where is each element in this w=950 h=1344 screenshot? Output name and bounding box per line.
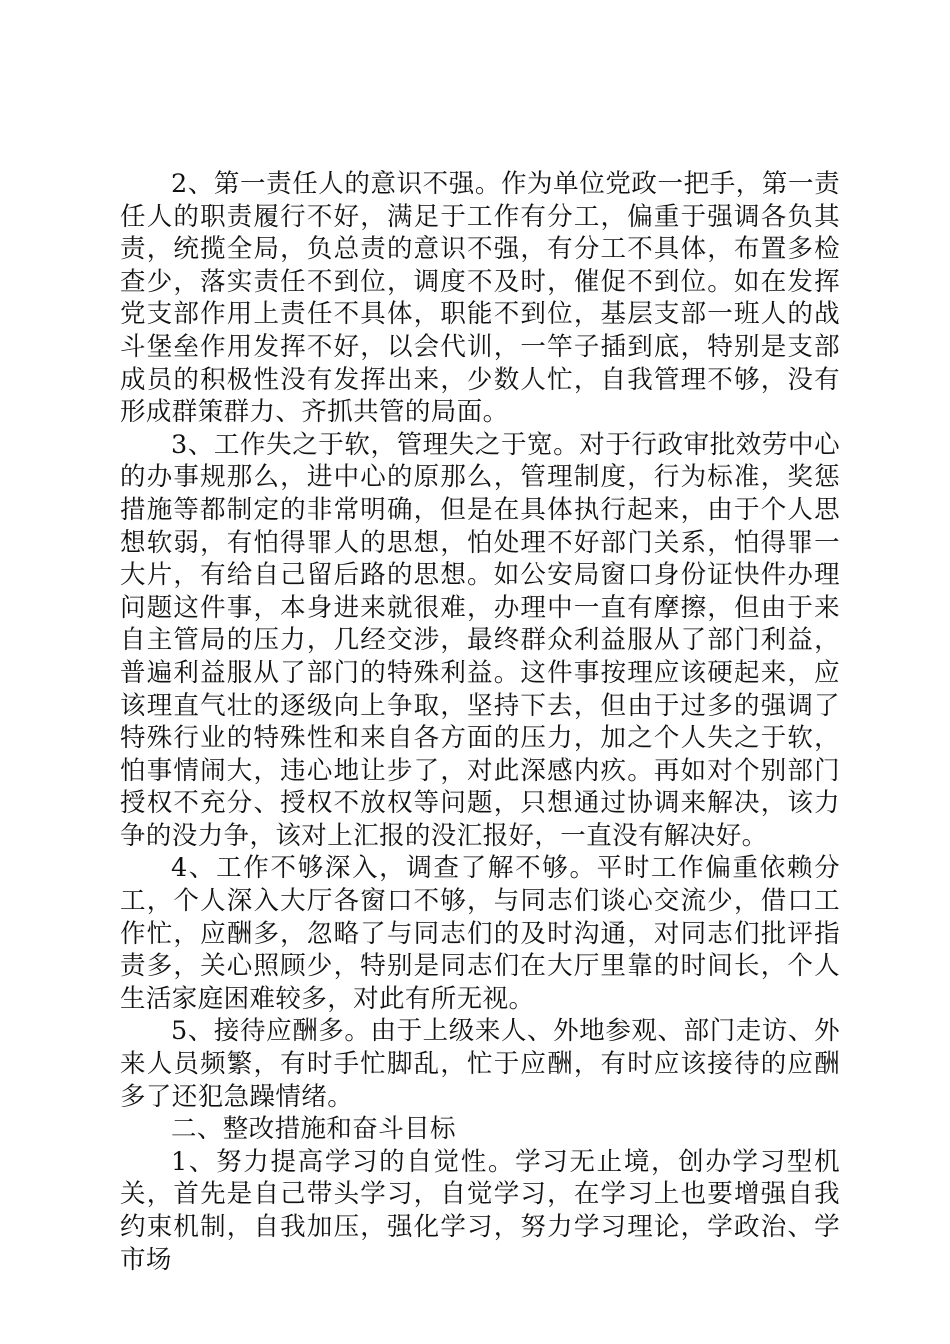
paragraph-rectification-1: 1、努力提高学习的自觉性。学习无止境，创办学习型机关，首先是自己带头学习，自觉学习，在学习上也要增强自我约束机制，自我加压，强化学习，努力学习理论，学政治、学市场 [120,1146,840,1275]
paragraph-item-2: 2、第一责任人的意识不强。作为单位党政一把手，第一责任人的职责履行不好，满足于工作有分工，偏重于强调各负其责，统揽全局，负总责的意识不强，有分工不具体，布置多检查少，落实责任不到位，调度不及时，催促不到位。如在发挥党支部作用上责任不具体，职能不到位，基层支部一班人的战斗堡垒作用发挥不好，以会代训，一竿子插到底，特别是支部成员的积极性没有发挥出来，少数人忙，自我管理不够，没有形成群策群力、齐抓共管的局面。 [120,169,840,428]
paragraph-item-3: 3、工作失之于软，管理失之于宽。对于行政审批效劳中心的办事规那么，进中心的原那么，管理制度，行为标准，奖惩措施等都制定的非常明确，但是在具体执行起来，由于个人思想软弱，有怕得罪人的思想，怕处理不好部门关系，怕得罪一大片，有给自己留后路的思想。如公安局窗口身份证快件办理问题这件事，本身进来就很难，办理中一直有摩擦，但由于来自主管局的压力，几经交涉，最终群众利益服从了部门利益，普遍利益服从了部门的特殊利益。这件事按理应该硬起来，应该理直气壮的逐级向上争取，坚持下去，但由于过多的强调了特殊行业的特殊性和来自各方面的压力，加之个人失之于软，怕事情闹大，违心地让步了，对此深感内疚。再如对个别部门授权不充分、授权不放权等问题，只想通过协调来解决，该力争的没力争，该对上汇报的没汇报好，一直没有解决好。 [120,429,840,851]
document-body [120,168,840,1276]
paragraph-item-5: 5、接待应酬多。由于上级来人、外地参观、部门走访、外来人员频繁，有时手忙脚乱，忙于应酬，有时应该接待的应酬多了还犯急躁情绪。 [120,1016,840,1112]
section-heading-rectification: 二、整改措施和奋斗目标 [171,1114,456,1145]
paragraph-item-4: 4、工作不够深入，调查了解不够。平时工作偏重依赖分工，个人深入大厅各窗口不够，与同志们谈心交流少，借口工作忙，应酬多，忽略了与同志们的及时沟通，对同志们批评指责多，关心照顾少，特别是同志们在大厅里靠的时间长，个人生活家庭困难较多，对此有所无视。 [120,853,840,1014]
